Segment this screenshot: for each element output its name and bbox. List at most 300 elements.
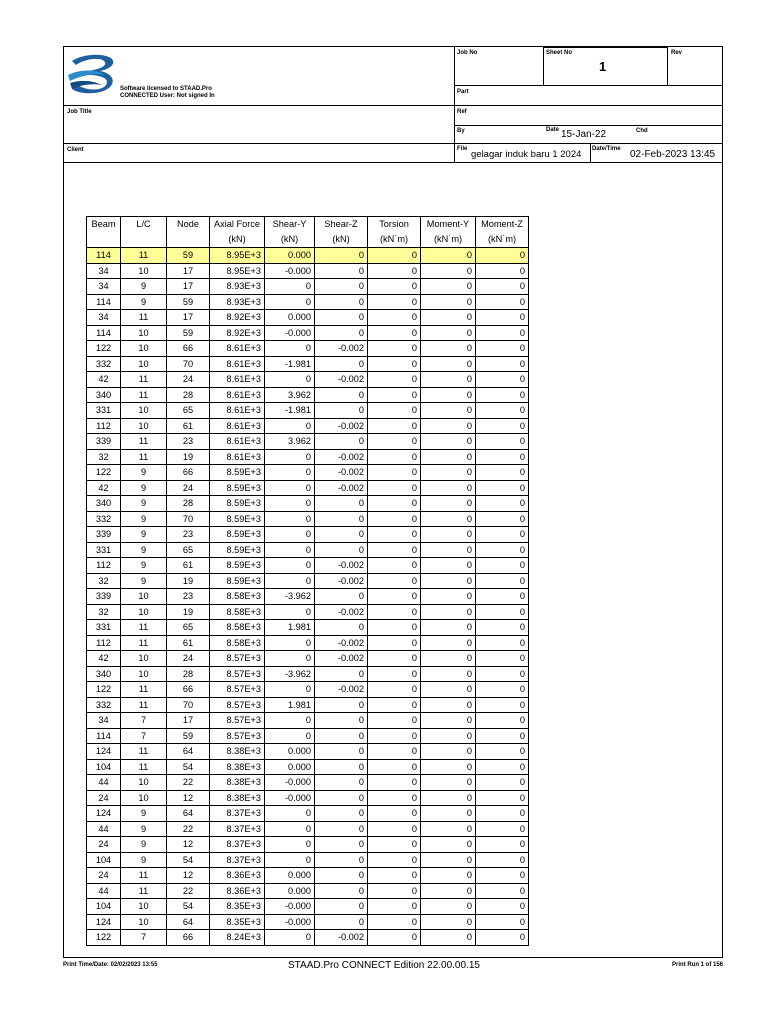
table-cell: 34: [87, 279, 121, 295]
table-cell: 28: [167, 666, 210, 682]
table-cell: 0: [265, 635, 315, 651]
table-cell: 0: [265, 279, 315, 295]
table-cell: -0.002: [315, 604, 368, 620]
table-cell: 8.38E+3: [210, 790, 265, 806]
table-cell: 0: [315, 852, 368, 868]
table-cell: 10: [121, 604, 167, 620]
table-cell: 0: [315, 542, 368, 558]
table-cell: -3.962: [265, 589, 315, 605]
table-cell: 0: [476, 449, 529, 465]
table-cell: 0.000: [265, 310, 315, 326]
table-cell: 24: [167, 480, 210, 496]
table-cell: 11: [121, 744, 167, 760]
table-cell: 34: [87, 310, 121, 326]
table-cell: 9: [121, 852, 167, 868]
table-cell: 8.92E+3: [210, 325, 265, 341]
table-cell: 0: [315, 713, 368, 729]
table-cell: 0: [368, 511, 421, 527]
divider: [454, 125, 722, 126]
table-cell: 1.981: [265, 697, 315, 713]
table-cell: 0: [476, 418, 529, 434]
table-cell: 9: [121, 821, 167, 837]
table-cell: 19: [167, 449, 210, 465]
table-cell: 54: [167, 852, 210, 868]
table-row: [87, 620, 529, 636]
table-cell: 0: [315, 837, 368, 853]
table-cell: 0: [315, 527, 368, 543]
header-row: [87, 217, 529, 233]
table-cell: 0: [421, 263, 476, 279]
table-cell: 0: [421, 666, 476, 682]
table-cell: 0: [315, 666, 368, 682]
table-cell: 0: [315, 387, 368, 403]
table-cell: 8.58E+3: [210, 604, 265, 620]
table-row: [87, 294, 529, 310]
table-cell: 17: [167, 279, 210, 295]
table-cell: 0: [265, 651, 315, 667]
table-cell: 0: [368, 635, 421, 651]
table-cell: 9: [121, 806, 167, 822]
table-cell: 0: [476, 279, 529, 295]
table-cell: 0: [421, 248, 476, 264]
table-row: [87, 418, 529, 434]
table-cell: 65: [167, 403, 210, 419]
table-cell: 0: [476, 728, 529, 744]
table-cell: 8.61E+3: [210, 418, 265, 434]
table-row: [87, 697, 529, 713]
table-row: [87, 496, 529, 512]
table-cell: 0: [368, 558, 421, 574]
table-cell: 8.37E+3: [210, 837, 265, 853]
table-cell: 0: [476, 899, 529, 915]
table-cell: 10: [121, 263, 167, 279]
table-cell: 11: [121, 759, 167, 775]
table-cell: 44: [87, 883, 121, 899]
table-cell: 10: [121, 790, 167, 806]
table-cell: 64: [167, 914, 210, 930]
table-cell: 112: [87, 635, 121, 651]
table-cell: 9: [121, 465, 167, 481]
table-cell: 0: [368, 248, 421, 264]
column-unit: (kN˙m): [421, 232, 476, 248]
table-cell: 340: [87, 496, 121, 512]
chd-label: Chd: [636, 128, 648, 134]
table-cell: 0: [421, 790, 476, 806]
table-cell: 23: [167, 589, 210, 605]
table-row: [87, 263, 529, 279]
table-cell: 0: [368, 279, 421, 295]
table-cell: 22: [167, 775, 210, 791]
table-cell: 17: [167, 713, 210, 729]
table-cell: 0: [476, 294, 529, 310]
column-header: Shear-Y: [265, 217, 315, 233]
table-cell: 104: [87, 899, 121, 915]
table-cell: 0: [368, 775, 421, 791]
column-unit: (kN): [265, 232, 315, 248]
column-unit: (kN): [210, 232, 265, 248]
table-cell: 11: [121, 883, 167, 899]
table-cell: 0: [265, 496, 315, 512]
table-cell: 0: [368, 325, 421, 341]
table-cell: 32: [87, 604, 121, 620]
table-cell: 0: [421, 620, 476, 636]
table-cell: 0: [421, 852, 476, 868]
job-title-label: Job Title: [67, 109, 92, 115]
column-header: L/C: [121, 217, 167, 233]
table-cell: 0: [421, 310, 476, 326]
table-cell: 0: [315, 279, 368, 295]
table-cell: -0.000: [265, 899, 315, 915]
table-cell: 0: [265, 527, 315, 543]
column-header: Moment-Z: [476, 217, 529, 233]
table-cell: 0: [421, 697, 476, 713]
table-cell: -3.962: [265, 666, 315, 682]
table-cell: 0: [368, 418, 421, 434]
table-cell: 10: [121, 356, 167, 372]
table-row: [87, 387, 529, 403]
table-cell: 61: [167, 558, 210, 574]
table-cell: -0.000: [265, 775, 315, 791]
table-cell: 10: [121, 666, 167, 682]
table-body: [87, 248, 529, 946]
table-cell: 0: [265, 821, 315, 837]
table-cell: 10: [121, 775, 167, 791]
table-cell: 0: [265, 806, 315, 822]
table-cell: 0: [476, 930, 529, 946]
table-cell: 24: [167, 372, 210, 388]
table-cell: 8.92E+3: [210, 310, 265, 326]
divider: [64, 162, 722, 163]
table-cell: 0: [476, 620, 529, 636]
table-cell: 0: [265, 930, 315, 946]
table-cell: 8.59E+3: [210, 573, 265, 589]
table-cell: 8.38E+3: [210, 759, 265, 775]
table-cell: 8.58E+3: [210, 620, 265, 636]
table-cell: 8.37E+3: [210, 852, 265, 868]
table-cell: 0: [315, 294, 368, 310]
table-cell: 0: [421, 635, 476, 651]
table-cell: 0: [421, 651, 476, 667]
table-cell: 0: [421, 775, 476, 791]
table-cell: 0: [315, 790, 368, 806]
table-cell: 11: [121, 682, 167, 698]
table-cell: 8.57E+3: [210, 697, 265, 713]
table-row: [87, 883, 529, 899]
table-cell: 0: [421, 558, 476, 574]
table-row: [87, 356, 529, 372]
table-cell: -0.002: [315, 418, 368, 434]
table-cell: 0: [368, 728, 421, 744]
table-cell: 0: [368, 620, 421, 636]
table-cell: 10: [121, 651, 167, 667]
table-row: [87, 310, 529, 326]
table-cell: -0.000: [265, 263, 315, 279]
table-cell: 0: [476, 558, 529, 574]
table-cell: 0: [368, 682, 421, 698]
table-cell: 340: [87, 666, 121, 682]
table-cell: 0: [476, 589, 529, 605]
table-cell: 339: [87, 527, 121, 543]
table-cell: 8.58E+3: [210, 635, 265, 651]
table-cell: 0: [265, 465, 315, 481]
table-cell: 24: [87, 790, 121, 806]
table-cell: 66: [167, 930, 210, 946]
table-row: [87, 465, 529, 481]
table-cell: 8.93E+3: [210, 279, 265, 295]
table-cell: 0: [315, 806, 368, 822]
table-cell: 0: [368, 527, 421, 543]
table-cell: 59: [167, 325, 210, 341]
table-cell: 0: [368, 697, 421, 713]
rev-label: Rev: [671, 50, 683, 56]
table-cell: 0: [421, 465, 476, 481]
table-row: [87, 930, 529, 946]
sheet-no-label: Sheet No: [546, 50, 573, 56]
table-cell: 0: [315, 310, 368, 326]
table-cell: 54: [167, 899, 210, 915]
table-cell: 8.24E+3: [210, 930, 265, 946]
table-cell: 0: [315, 325, 368, 341]
table-cell: 11: [121, 620, 167, 636]
table-cell: 8.38E+3: [210, 775, 265, 791]
column-header: Moment-Y: [421, 217, 476, 233]
table-cell: 0: [421, 356, 476, 372]
table-cell: 7: [121, 728, 167, 744]
table-cell: 11: [121, 248, 167, 264]
table-cell: 59: [167, 728, 210, 744]
beam-forces-table: [86, 216, 529, 946]
table-cell: 339: [87, 589, 121, 605]
table-cell: 0: [265, 341, 315, 357]
table-row: [87, 744, 529, 760]
table-cell: -0.002: [315, 651, 368, 667]
table-row: [87, 806, 529, 822]
table-cell: 0: [421, 449, 476, 465]
table-cell: 0: [476, 372, 529, 388]
table-cell: 112: [87, 418, 121, 434]
table-cell: 0: [315, 728, 368, 744]
table-cell: 24: [87, 868, 121, 884]
table-cell: 0: [476, 341, 529, 357]
table-cell: 61: [167, 418, 210, 434]
table-cell: 0: [421, 883, 476, 899]
client-label: Client: [67, 147, 84, 153]
table-cell: 0: [368, 263, 421, 279]
edition-label: STAAD.Pro CONNECT Edition 22.00.00.15: [288, 960, 480, 971]
part-label: Part: [457, 89, 469, 95]
file-value: gelagar induk baru 1 2024: [471, 149, 582, 160]
table-cell: 0.000: [265, 248, 315, 264]
table-cell: 339: [87, 434, 121, 450]
table-cell: 0: [315, 356, 368, 372]
table-row: [87, 635, 529, 651]
column-unit: (kN): [315, 232, 368, 248]
date-label: Date: [546, 127, 560, 133]
table-cell: 0: [315, 914, 368, 930]
table-cell: 0: [368, 573, 421, 589]
table-cell: 0: [368, 883, 421, 899]
table-cell: 0: [421, 930, 476, 946]
table-row: [87, 589, 529, 605]
table-cell: 0: [368, 837, 421, 853]
table-cell: 59: [167, 248, 210, 264]
datetime-value: 02-Feb-2023 13:45: [630, 149, 716, 160]
table-cell: -0.000: [265, 914, 315, 930]
table-cell: 0: [265, 573, 315, 589]
table-cell: 0: [315, 883, 368, 899]
table-cell: 12: [167, 790, 210, 806]
table-cell: 11: [121, 868, 167, 884]
table-cell: 0: [421, 279, 476, 295]
table-cell: 3.962: [265, 434, 315, 450]
table-cell: -0.002: [315, 372, 368, 388]
divider: [590, 143, 591, 163]
table-cell: 64: [167, 806, 210, 822]
table-cell: 11: [121, 635, 167, 651]
table-row: [87, 728, 529, 744]
table-cell: 11: [121, 310, 167, 326]
table-cell: 24: [167, 651, 210, 667]
table-cell: 0: [476, 837, 529, 853]
table-cell: 64: [167, 744, 210, 760]
table-cell: 0: [315, 868, 368, 884]
table-cell: 24: [87, 837, 121, 853]
table-cell: 8.61E+3: [210, 387, 265, 403]
table-cell: 0: [265, 852, 315, 868]
column-unit: (kN˙m): [368, 232, 421, 248]
table-cell: 8.59E+3: [210, 496, 265, 512]
table-cell: 0: [265, 713, 315, 729]
table-cell: 9: [121, 573, 167, 589]
table-cell: 0: [265, 294, 315, 310]
date-value: 15-Jan-22: [561, 129, 607, 140]
table-cell: 0: [421, 294, 476, 310]
table-cell: 0: [265, 682, 315, 698]
table-row: [87, 790, 529, 806]
table-cell: 0: [476, 387, 529, 403]
table-cell: 122: [87, 465, 121, 481]
table-row: [87, 837, 529, 853]
column-unit: [87, 232, 121, 248]
table-cell: 0: [476, 806, 529, 822]
table-cell: 0: [476, 914, 529, 930]
table-cell: 9: [121, 542, 167, 558]
table-cell: 331: [87, 620, 121, 636]
table-cell: 8.57E+3: [210, 713, 265, 729]
table-cell: 8.61E+3: [210, 372, 265, 388]
table-cell: 0: [368, 542, 421, 558]
table-cell: 332: [87, 356, 121, 372]
table-cell: 61: [167, 635, 210, 651]
table-cell: 8.35E+3: [210, 899, 265, 915]
table-row: [87, 759, 529, 775]
bentley-logo-icon: [66, 51, 118, 97]
table-cell: 0: [421, 589, 476, 605]
table-cell: 0: [421, 744, 476, 760]
table-cell: 3.962: [265, 387, 315, 403]
table-cell: 0: [476, 744, 529, 760]
table-cell: 0: [368, 713, 421, 729]
table-cell: 0.000: [265, 759, 315, 775]
table-cell: 0: [421, 914, 476, 930]
table-cell: -0.002: [315, 930, 368, 946]
table-cell: 0: [368, 899, 421, 915]
table-cell: 8.59E+3: [210, 542, 265, 558]
table-row: [87, 868, 529, 884]
license-info: [120, 86, 215, 100]
divider: [454, 47, 455, 163]
table-cell: 0: [476, 310, 529, 326]
divider: [64, 143, 722, 144]
table-cell: 0: [368, 604, 421, 620]
table-cell: 59: [167, 294, 210, 310]
table-cell: 0.000: [265, 883, 315, 899]
table-cell: 0: [476, 325, 529, 341]
table-row: [87, 899, 529, 915]
table-row: [87, 325, 529, 341]
table-cell: 28: [167, 387, 210, 403]
table-cell: 42: [87, 372, 121, 388]
table-cell: 17: [167, 263, 210, 279]
table-cell: 17: [167, 310, 210, 326]
column-unit: [167, 232, 210, 248]
table-cell: 9: [121, 279, 167, 295]
table-cell: 0: [368, 449, 421, 465]
table-cell: 9: [121, 294, 167, 310]
table-cell: 32: [87, 449, 121, 465]
table-cell: 0: [368, 387, 421, 403]
table-cell: 0: [421, 480, 476, 496]
table-row: [87, 542, 529, 558]
table-cell: 11: [121, 387, 167, 403]
table-cell: -0.002: [315, 449, 368, 465]
table-cell: 10: [121, 341, 167, 357]
table-row: [87, 248, 529, 264]
table-cell: 0: [421, 806, 476, 822]
table-cell: 34: [87, 263, 121, 279]
table-cell: 12: [167, 868, 210, 884]
table-cell: 0: [265, 511, 315, 527]
table-cell: 104: [87, 852, 121, 868]
license-line-1: Software licensed to STAAD.Pro: [120, 86, 212, 92]
table-cell: 23: [167, 434, 210, 450]
table-cell: 32: [87, 573, 121, 589]
table-cell: 9: [121, 837, 167, 853]
table-row: [87, 403, 529, 419]
table-cell: 44: [87, 821, 121, 837]
table-cell: -1.981: [265, 403, 315, 419]
table-row: [87, 852, 529, 868]
table-cell: -0.000: [265, 325, 315, 341]
table-cell: 0.000: [265, 868, 315, 884]
table-row: [87, 682, 529, 698]
header-row-units: [87, 232, 529, 248]
table-cell: 0: [476, 542, 529, 558]
table-cell: 332: [87, 697, 121, 713]
table-cell: 0: [368, 651, 421, 667]
table-cell: 65: [167, 542, 210, 558]
table-cell: -0.002: [315, 558, 368, 574]
column-header: Torsion: [368, 217, 421, 233]
table-cell: 0: [421, 604, 476, 620]
table-cell: 8.61E+3: [210, 341, 265, 357]
table-cell: 0: [476, 635, 529, 651]
table-cell: 70: [167, 697, 210, 713]
table-cell: 66: [167, 465, 210, 481]
table-cell: 0: [421, 341, 476, 357]
table-cell: 0: [421, 387, 476, 403]
table-cell: 0: [476, 666, 529, 682]
